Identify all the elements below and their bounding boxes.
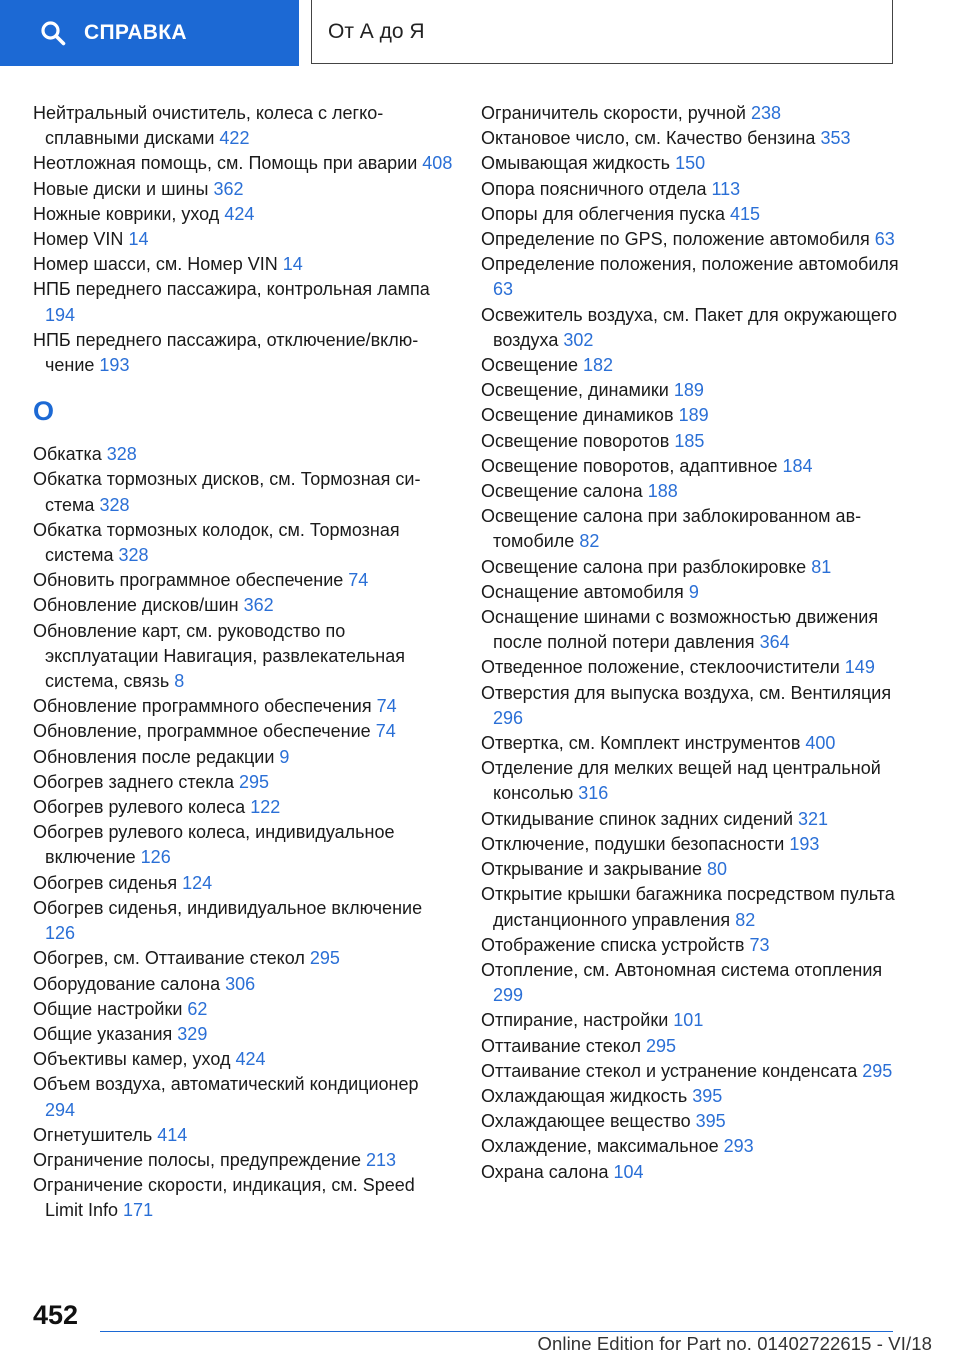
index-entry-page-link[interactable]: 408: [422, 153, 453, 174]
index-entry-text: Отвертка, см. Комплект инструментов: [481, 733, 801, 754]
index-column-right: [481, 101, 901, 1185]
index-entry-page-link[interactable]: 364: [759, 632, 790, 653]
index-entry-page-link[interactable]: 213: [366, 1149, 397, 1170]
index-entry-page-link[interactable]: 321: [798, 808, 829, 829]
index-entry: [481, 882, 901, 932]
index-entry: [481, 832, 901, 857]
index-entry: [33, 770, 453, 795]
index-entry-text: Определение положения, положение автомобиля: [481, 254, 899, 275]
index-entry-page-link[interactable]: 422: [219, 128, 250, 149]
index-entry-text: Обкатка тормозных колодок, см. Тормозная система: [33, 519, 400, 566]
index-entry-text: Оттаивание стекол и устранение конденсата: [481, 1060, 858, 1081]
index-entry: [33, 997, 453, 1022]
index-entry-page-link[interactable]: 80: [706, 859, 728, 880]
index-entry: [481, 1034, 901, 1059]
index-entry-page-link[interactable]: 395: [692, 1085, 723, 1106]
index-entry: [481, 857, 901, 882]
index-entry-page-link[interactable]: 101: [673, 1010, 704, 1031]
index-entry-page-link[interactable]: 238: [750, 103, 782, 123]
index-entry-page-link[interactable]: 126: [45, 923, 76, 944]
index-entry: [481, 504, 901, 554]
index-entry-text: Общие настройки: [33, 998, 183, 1019]
index-entry: [481, 429, 901, 454]
index-entry: [33, 871, 453, 896]
index-entry-text: Оттаивание стекол: [481, 1035, 641, 1056]
index-entry: [33, 442, 453, 467]
index-entry-page-link[interactable]: 188: [647, 481, 678, 502]
index-entry-page-link[interactable]: 299: [493, 985, 524, 1006]
index-entry-page-link[interactable]: 415: [730, 203, 761, 224]
index-entry-text: Освещение динамиков: [481, 405, 674, 426]
index-entry-page-link[interactable]: 194: [45, 304, 76, 325]
index-entry: [481, 681, 901, 731]
index-entry-text: Обогрев рулевого колеса, индивидуальное включение: [33, 822, 395, 868]
index-entry-text: Номер шасси, см. Номер VIN: [33, 254, 278, 275]
index-entry-text: Ограничение полосы, предупреждение: [33, 1149, 361, 1170]
index-entry: [33, 568, 453, 593]
index-entry: [481, 479, 901, 504]
index-entry: [33, 101, 453, 151]
index-entry-text: Ножные коврики, уход: [33, 203, 220, 224]
index-entry: [481, 756, 901, 806]
index-entry-page-link[interactable]: 63: [874, 229, 895, 250]
index-entry: [481, 1134, 901, 1159]
index-entry-page-link[interactable]: 14: [282, 254, 303, 275]
index-entry-text: Охлаждение, максимальное: [481, 1136, 719, 1157]
index-entry-text: Отключение, подушки безопасности: [481, 833, 785, 854]
index-entry: [33, 277, 453, 327]
index-entry: [481, 958, 901, 1008]
index-entry: [33, 946, 453, 971]
index-entry-page-link[interactable]: 328: [106, 444, 137, 465]
index-entry-page-link[interactable]: 424: [224, 203, 255, 224]
index-entry-page-link[interactable]: 113: [711, 178, 741, 199]
index-entry: [33, 619, 453, 695]
index-entry-text: Оснащение автомобиля: [481, 581, 684, 602]
index-entry-page-link[interactable]: 185: [674, 430, 705, 451]
index-entry-page-link[interactable]: 306: [225, 973, 256, 994]
index-entry: [33, 177, 453, 202]
index-entry-text: Освещение, динамики: [481, 380, 669, 401]
index-entry-page-link[interactable]: 353: [820, 128, 851, 149]
index-entry: [33, 593, 453, 618]
index-entry: [481, 303, 901, 353]
index-entry-page-link[interactable]: 302: [563, 329, 594, 350]
index-list-o-continued: [481, 101, 901, 1185]
index-entry-text: Опора поясничного отдела: [481, 178, 707, 199]
index-entry-text: Обогрев заднего стекла: [33, 771, 235, 792]
index-entry-text: Неотложная помощь, см. Помощь при аварии: [33, 153, 418, 174]
index-entry: [481, 403, 901, 428]
index-entry: [33, 1173, 453, 1223]
index-entry-page-link[interactable]: 295: [309, 948, 340, 969]
page-number: 452: [33, 1300, 79, 1330]
index-entry-page-link[interactable]: 9: [688, 581, 699, 602]
index-entry-text: Нейтральный очиститель, колеса с легкосплавными дисками: [33, 103, 384, 149]
index-entry: [33, 745, 453, 770]
index-entry-page-link[interactable]: 395: [695, 1111, 726, 1132]
index-entry-page-link[interactable]: 9: [279, 746, 290, 767]
index-entry-text: Новые диски и шины: [33, 178, 209, 199]
index-entry: [33, 1148, 453, 1173]
index-entry: [481, 454, 901, 479]
index-entry-page-link[interactable]: 81: [811, 556, 832, 577]
index-entry: [481, 202, 901, 227]
index-entry-text: Открытие крышки багажника посредством пульта дистанционного управления: [481, 884, 895, 930]
index-entry: [33, 896, 453, 946]
index-entry-page-link[interactable]: 74: [348, 570, 369, 591]
index-entry-text: Охрана салона: [481, 1161, 609, 1182]
index-entry: [33, 202, 453, 227]
index-entry-text: Охлаждающая жидкость: [481, 1085, 688, 1106]
index-entry-page-link[interactable]: 295: [239, 771, 270, 792]
index-entry-page-link[interactable]: 316: [578, 783, 609, 804]
search-tab-label: СПРАВКА: [84, 21, 187, 44]
index-entry: [481, 1008, 901, 1033]
index-entry-text: НПБ переднего пассажира, контрольная лампа: [33, 279, 430, 300]
index-entry-page-link[interactable]: 424: [235, 1049, 266, 1070]
index-entry-text: Освещение салона при заблокированном автомобиле: [481, 506, 862, 552]
index-entry-text: Обновления после редакции: [33, 746, 275, 767]
index-entry: [481, 101, 901, 126]
index-entry-text: Огнетушитель: [33, 1124, 153, 1145]
index-entry-page-link[interactable]: 82: [579, 531, 600, 552]
index-entry-text: Охлаждающее вещество: [481, 1111, 691, 1132]
index-entry: [33, 227, 453, 252]
index-entry-text: Объем воздуха, автоматический кондиционер: [33, 1074, 419, 1095]
index-entry-page-link[interactable]: 296: [493, 707, 524, 728]
index-entry-text: Отделение для мелких вещей над центральной консолью: [481, 758, 881, 804]
index-entry-text: Оборудование салона: [33, 973, 221, 994]
index-entry: [481, 252, 901, 302]
index-entry-text: Обогрев рулевого колеса: [33, 797, 246, 818]
index-entry-page-link[interactable]: 329: [177, 1023, 208, 1044]
index-entry-text: Определение по GPS, положение автомобиля: [481, 229, 870, 250]
index-entry-page-link[interactable]: 362: [243, 595, 274, 616]
index-entry-page-link[interactable]: 126: [140, 847, 171, 868]
index-entry: [33, 795, 453, 820]
index-entry-page-link[interactable]: 189: [678, 405, 709, 426]
index-entry-text: Обновление, программное обеспечение: [33, 721, 371, 742]
index-entry: [33, 151, 453, 176]
index-entry-text: Открывание и закрывание: [481, 859, 702, 880]
index-entry: [33, 328, 453, 378]
index-entry: [481, 807, 901, 832]
index-entry-text: Освещение салона: [481, 481, 643, 502]
index-entry-text: Обкатка: [33, 444, 102, 465]
index-entry-text: Ограничение скорости, индикация, см. Speed Limit Info: [33, 1175, 415, 1221]
index-entry-text: Общие указания: [33, 1023, 173, 1044]
index-entry-text: Обновить программное обеспечение: [33, 570, 344, 591]
index-entry: [481, 655, 901, 680]
footer-edition-text: Online Edition for Part no. 01402722615 - VI/18: [537, 1333, 932, 1354]
index-entry: [33, 518, 453, 568]
index-entry-text: Отведенное положение, стеклоочистители: [481, 657, 840, 678]
index-entry-page-link[interactable]: 193: [789, 833, 820, 854]
index-entry-text: Опоры для облегчения пуска: [481, 203, 726, 224]
index-entry: [481, 1059, 901, 1084]
index-entry-text: Обогрев сиденья: [33, 872, 178, 893]
index-entry-text: Ограничитель скорости, ручной: [481, 103, 746, 123]
index-entry: [481, 378, 901, 403]
index-entry: [33, 252, 453, 277]
index-entry-text: Освещение салона при разблокировке: [481, 556, 807, 577]
index-entry: [481, 605, 901, 655]
index-entry-page-link[interactable]: 63: [493, 279, 514, 300]
index-entry-text: Омывающая жидкость: [481, 153, 671, 174]
a-to-z-tab[interactable]: [311, 0, 893, 64]
index-entry-page-link[interactable]: 414: [157, 1124, 188, 1145]
index-entry-text: Объективы камер, уход: [33, 1049, 231, 1070]
footer-divider: [100, 1331, 893, 1332]
index-letter-heading: О: [33, 396, 55, 427]
index-entry-page-link[interactable]: 82: [735, 909, 756, 930]
index-entry: [33, 1047, 453, 1072]
index-entry: [481, 1109, 901, 1134]
index-entry-text: Освещение: [481, 355, 578, 376]
index-entry-page-link[interactable]: 182: [583, 355, 614, 376]
index-entry-page-link[interactable]: 62: [187, 998, 208, 1019]
index-entry-page-link[interactable]: 328: [118, 545, 149, 566]
a-to-z-tab-label: От А до Я: [328, 19, 425, 43]
index-entry: [481, 151, 901, 176]
index-entry-page-link[interactable]: 293: [723, 1136, 754, 1157]
index-entry-page-link[interactable]: 74: [375, 721, 396, 742]
index-entry: [481, 933, 901, 958]
index-entry: [481, 126, 901, 151]
index-entry-page-link[interactable]: 295: [646, 1035, 677, 1056]
index-entry-page-link[interactable]: 104: [613, 1161, 644, 1182]
index-entry: [481, 227, 901, 252]
index-entry: [481, 1160, 901, 1185]
search-icon: [40, 20, 66, 46]
header-bar: [0, 0, 960, 66]
index-entry-page-link[interactable]: 14: [128, 229, 149, 250]
index-entry-page-link[interactable]: 171: [123, 1200, 154, 1221]
index-entry-text: Освещение поворотов, адаптивное: [481, 455, 778, 476]
index-entry-text: Обогрев, см. Оттаивание стекол: [33, 948, 305, 969]
index-entry: [481, 353, 901, 378]
index-entry-page-link[interactable]: 184: [782, 455, 813, 476]
index-entry-page-link[interactable]: 122: [250, 797, 281, 818]
index-entry-page-link[interactable]: 74: [376, 696, 397, 717]
index-entry: [481, 555, 901, 580]
index-entry-page-link[interactable]: 193: [99, 355, 130, 376]
index-entry: [481, 731, 901, 756]
index-entry-page-link[interactable]: 295: [862, 1060, 893, 1081]
index-entry: [33, 719, 453, 744]
index-entry-page-link[interactable]: 400: [805, 733, 836, 754]
index-entry: [33, 467, 453, 517]
search-tab[interactable]: [0, 0, 299, 66]
index-column-left: [33, 101, 453, 1224]
index-entry: [33, 820, 453, 870]
index-entry: [33, 1022, 453, 1047]
index-entry-page-link[interactable]: 73: [749, 934, 770, 955]
index-entry-page-link[interactable]: 149: [844, 657, 875, 678]
index-entry: [481, 580, 901, 605]
index-entry-text: Номер VIN: [33, 229, 124, 250]
index-entry: [481, 1084, 901, 1109]
index-entry-text: Обновление дисков/шин: [33, 595, 239, 616]
index-entry-page-link[interactable]: 328: [99, 494, 130, 515]
index-entry-page-link[interactable]: 294: [45, 1099, 76, 1120]
index-entry-text: Отображение списка устройств: [481, 934, 745, 955]
index-entry: [33, 1123, 453, 1148]
index-entry-text: Освежитель воздуха, см. Пакет для окружающего воздуха: [481, 304, 898, 350]
index-entry-text: Обкатка тормозных дисков, см. Тормозная система: [33, 469, 421, 515]
index-entry: [481, 177, 901, 202]
index-entry-text: Обновление карт, см. руководство по эксплуатации Навигация, развлекательная система, связь: [33, 620, 405, 692]
index-entry: [33, 694, 453, 719]
index-list-n: [33, 101, 453, 378]
index-entry-text: Откидывание спинок задних сидений: [481, 808, 794, 829]
index-entry-page-link[interactable]: 150: [675, 153, 706, 174]
index-entry-text: Октановое число, см. Качество бензина: [481, 128, 816, 149]
index-entry-text: Оснащение шинами с возможностью движения после полной потери давления: [481, 607, 879, 653]
index-entry-text: Отпирание, настройки: [481, 1010, 669, 1031]
index-entry-text: Освещение поворотов: [481, 430, 670, 451]
index-entry-page-link[interactable]: 124: [182, 872, 213, 893]
index-entry-page-link[interactable]: 362: [213, 178, 244, 199]
index-entry-text: Отопление, см. Автономная система отопления: [481, 959, 883, 980]
index-entry-page-link[interactable]: 189: [673, 380, 704, 401]
index-list-o: [33, 442, 453, 1223]
index-entry-text: Отверстия для выпуска воздуха, см. Вентиляция: [481, 682, 892, 703]
index-entry-page-link[interactable]: 8: [174, 671, 185, 692]
index-entry: [33, 1072, 453, 1122]
index-entry-text: Обогрев сиденья, индивидуальное включение: [33, 897, 423, 918]
index-entry-text: Обновление программного обеспечения: [33, 696, 372, 717]
index-entry-text: НПБ переднего пассажира, отключение/включение: [33, 329, 419, 376]
index-entry: [33, 972, 453, 997]
